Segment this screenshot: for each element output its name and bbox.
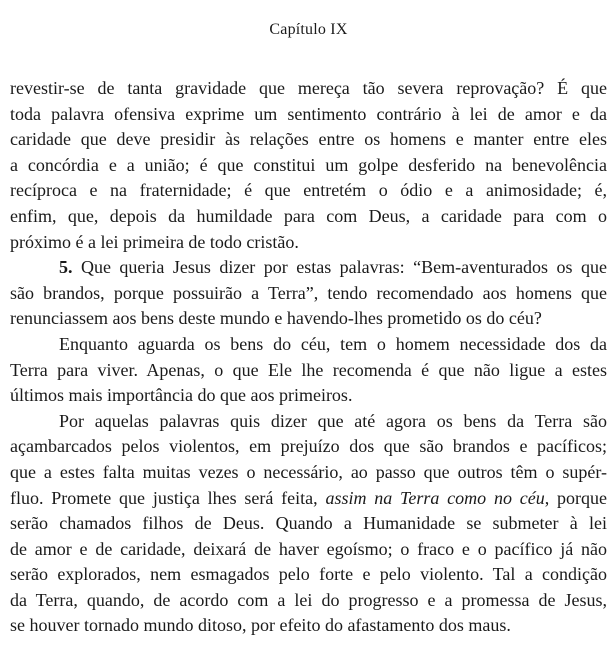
text-line: renunciassem aos bens deste mundo e havendo-lhes prometido os do céu?: [10, 308, 542, 329]
text-line: últimos mais importância do que aos primeiros.: [10, 385, 353, 406]
paragraph-2: [10, 255, 607, 332]
text-line: são brandos, porque possuirão a Terra”, tendo recomendado aos homens que: [10, 282, 607, 303]
item-number: 5.: [59, 257, 73, 278]
book-page: [10, 0, 607, 639]
text-line: próximo é a lei primeira de todo cristão.: [10, 231, 299, 252]
text-line: enfim, que, depois da humildade para com Deus, a caridade para com o: [10, 205, 607, 226]
text-line: [10, 255, 607, 281]
text-line: Terra para viver. Apenas, o que Ele lhe recomenda é que não ligue a estes: [10, 359, 607, 380]
text-line: de amor e de caridade, deixará de haver egoísmo; o fraco e o pacífico já não: [10, 538, 607, 559]
text-line: serão explorados, nem esmagados pelo forte e pelo violento. Tal a condição: [10, 564, 607, 585]
running-head: Capítulo IX: [269, 21, 348, 38]
text-line: açambarcados pelos violentos, em prejuízo dos que são brandos e pacíficos;: [10, 436, 607, 457]
text-line: Enquanto aguarda os bens do céu, tem o homem necessidade dos da: [59, 333, 607, 354]
text-run: , porque: [544, 487, 607, 508]
text-run: Que queria Jesus dizer por estas palavras: “Bem-aventurados os que: [72, 257, 607, 278]
text-line: da Terra, quando, de acordo com a lei do progresso e a promessa de Jesus,: [10, 589, 607, 610]
text-line: se houver tornado mundo ditoso, por efeito do afastamento dos maus.: [10, 615, 511, 636]
text-line: caridade que deve presidir às relações entre os homens e manter entre eles: [10, 129, 607, 150]
text-line: Por aquelas palavras quis dizer que até agora os bens da Terra são: [59, 410, 607, 431]
paragraph-3: [10, 332, 607, 409]
paragraph-4: [10, 409, 607, 639]
text-line: serão chamados filhos de Deus. Quando a Humanidade se submeter à lei: [10, 513, 607, 534]
text-line: recíproca e na fraternidade; é que entretém o ódio e a animosidade; é,: [10, 180, 607, 201]
text-line: revestir-se de tanta gravidade que mereça tão severa reprovação? É que: [10, 78, 607, 98]
body-text: [10, 76, 607, 639]
text-line: [10, 486, 607, 512]
text-run: fluo. Promete que justiça lhes será feita,: [10, 487, 326, 508]
text-line: toda palavra ofensiva exprime um sentimento contrário à lei de amor e da: [10, 103, 607, 124]
emphasis-text: assim na Terra como no céu: [325, 487, 545, 508]
text-line: que a estes falta muitas vezes o necessário, ao passo que outros têm o supér-: [10, 461, 607, 482]
paragraph-1: [10, 76, 607, 255]
text-line: a concórdia e a união; é que constitui um golpe desferido na benevolência: [10, 154, 607, 175]
